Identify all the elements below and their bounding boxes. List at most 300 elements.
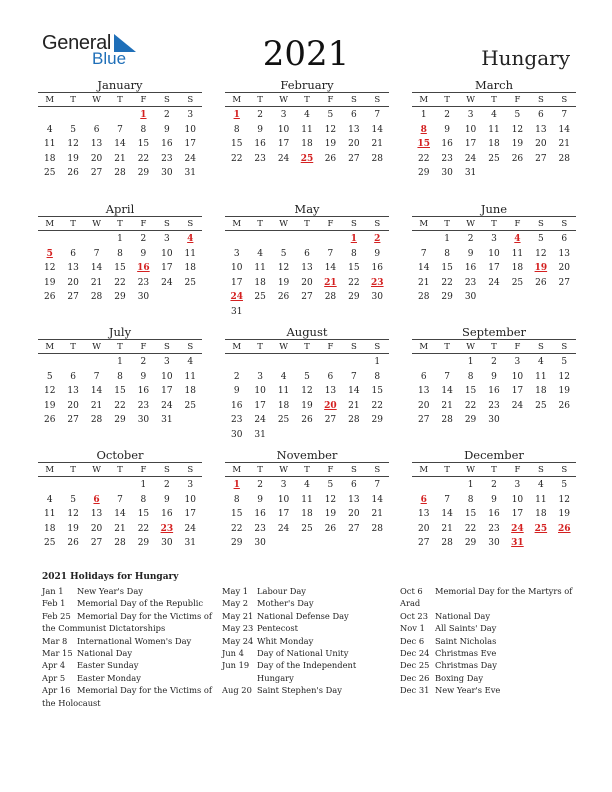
day-cell: 30 (137, 415, 150, 425)
empty-day-cell (435, 478, 458, 493)
holiday-date: Dec 31 (400, 685, 430, 696)
weekday-label: W (466, 94, 475, 105)
logo-text-blue: Blue (92, 49, 127, 68)
empty-day-cell (85, 108, 108, 123)
holiday-item (222, 585, 394, 597)
day-cell: 21 (417, 277, 430, 288)
weekday-label: T (444, 341, 450, 352)
day-cell: 11 (488, 124, 500, 135)
weekday-label: S (187, 94, 194, 105)
empty-day-cell (38, 355, 61, 370)
day-cell: 16 (488, 509, 500, 519)
day-cell: 14 (558, 124, 570, 135)
day-grid (225, 108, 389, 166)
day-cell: 10 (488, 248, 500, 259)
day-cell: 22 (230, 153, 243, 164)
day-cell: 4 (257, 248, 263, 259)
day-cell: 5 (46, 371, 53, 382)
day-cell: 25 (488, 153, 500, 164)
day-cell: 9 (444, 124, 450, 135)
day-cell: 22 (371, 400, 383, 411)
day-cell: 4 (304, 110, 310, 120)
day-cell: 19 (301, 400, 313, 411)
holiday-name: New Year's Day (77, 586, 143, 596)
weekday-header (38, 92, 202, 107)
day-cell: 12 (558, 494, 570, 505)
day-cell: 20 (348, 509, 360, 519)
weekday-header (38, 339, 202, 354)
month-october (38, 448, 202, 551)
day-cell: 26 (277, 292, 290, 302)
day-cell: 20 (90, 153, 103, 164)
day-grid (38, 232, 202, 305)
day-cell: 30 (371, 292, 383, 302)
day-cell: 17 (488, 263, 500, 273)
day-cell: 30 (254, 538, 266, 548)
month-july (38, 325, 202, 428)
day-cell: 21 (558, 139, 570, 149)
weekday-label: M (232, 464, 242, 475)
weekday-label: S (187, 218, 194, 229)
day-cell: 1 (467, 357, 474, 367)
day-cell: 2 (140, 357, 147, 367)
day-cell: 8 (233, 124, 240, 135)
day-cell: 25 (184, 400, 196, 411)
holiday-date: Apr 5 (42, 672, 66, 683)
holiday-item (42, 597, 214, 609)
day-cell: 17 (184, 509, 196, 519)
day-cell: 24 (161, 277, 173, 288)
month-name: May (294, 202, 320, 216)
holiday-name: New Year's Eve (435, 685, 501, 696)
day-cell: 14 (90, 263, 103, 273)
day-cell: 19 (558, 509, 570, 519)
weekday-label: T (257, 218, 263, 229)
day-cell: 26 (558, 400, 570, 411)
weekday-label: F (140, 464, 147, 475)
day-cell: 3 (163, 234, 170, 244)
day-cell: 26 (67, 168, 79, 178)
weekday-header (38, 462, 202, 477)
day-cell: 30 (137, 292, 150, 302)
day-cell: 26 (301, 415, 313, 425)
day-cell: 23 (230, 415, 243, 425)
day-cell: 17 (161, 263, 173, 273)
day-cell: 3 (514, 480, 521, 490)
day-cell: 29 (137, 538, 150, 548)
day-cell: 10 (230, 263, 243, 273)
day-grid (412, 355, 576, 428)
day-cell: 4 (187, 357, 194, 367)
day-cell: 16 (441, 139, 453, 149)
weekday-label: S (163, 464, 170, 475)
day-cell: 4 (491, 110, 497, 120)
day-cell: 11 (43, 139, 56, 149)
day-cell: 22 (464, 523, 477, 534)
month-april (38, 202, 202, 305)
day-cell: 23 (464, 277, 477, 288)
day-cell: 5 (280, 248, 287, 259)
month-march (412, 78, 576, 181)
weekday-label: M (45, 464, 55, 475)
holiday-date: Oct 23 (400, 610, 428, 621)
day-cell: 24 (254, 415, 266, 425)
weekday-label: W (92, 464, 101, 475)
day-cell: 18 (184, 263, 196, 273)
holiday-name: Easter Sunday (77, 660, 139, 671)
day-cell: 6 (327, 371, 334, 382)
day-cell: 7 (327, 248, 334, 259)
holiday-item (42, 635, 214, 647)
day-cell: 11 (277, 386, 290, 396)
day-cell: 6 (561, 234, 568, 244)
day-cell: 4 (46, 124, 53, 135)
empty-day-cell (295, 355, 318, 370)
weekday-label: T (304, 341, 310, 352)
day-cell: 20 (90, 523, 103, 534)
day-cell: 1 (117, 357, 123, 367)
empty-day-cell (61, 232, 84, 247)
holiday-date: May 24 (222, 635, 254, 646)
weekday-header (225, 339, 389, 354)
day-cell: 6 (70, 371, 76, 382)
day-cell: 6 (350, 480, 357, 490)
day-cell: 7 (420, 248, 427, 259)
day-cell: 26 (324, 153, 337, 164)
weekday-label: S (187, 341, 194, 352)
day-cell: 21 (90, 400, 103, 411)
empty-day-cell (38, 108, 61, 123)
holiday-day-cell: 25 (534, 523, 548, 534)
day-cell: 23 (254, 523, 266, 534)
day-cell: 27 (348, 523, 360, 534)
holiday-name: Christmas Eve (435, 648, 497, 659)
day-cell: 27 (417, 538, 430, 548)
empty-day-cell (319, 232, 342, 247)
holiday-date: Apr 16 (42, 685, 71, 696)
day-cell: 12 (67, 139, 79, 149)
month-name: January (97, 78, 143, 92)
holiday-item (222, 647, 394, 659)
day-cell: 16 (371, 263, 383, 273)
day-cell: 29 (137, 168, 150, 178)
weekday-label: S (350, 218, 357, 229)
day-cell: 12 (301, 386, 313, 396)
day-cell: 2 (467, 234, 474, 244)
holiday-name: National Day (77, 648, 133, 659)
day-cell: 15 (371, 386, 383, 396)
day-cell: 10 (511, 371, 524, 382)
day-grid (38, 478, 202, 551)
day-cell: 13 (417, 509, 430, 519)
day-cell: 20 (417, 523, 430, 534)
holiday-name: International Women's Day (77, 635, 192, 646)
day-cell: 29 (441, 292, 453, 302)
day-cell: 7 (93, 371, 100, 382)
day-cell: 7 (117, 494, 123, 505)
day-cell: 7 (374, 110, 381, 120)
day-cell: 23 (137, 400, 150, 411)
day-cell: 16 (230, 400, 243, 411)
month-june (412, 202, 576, 305)
day-cell: 20 (67, 277, 79, 288)
weekday-label: W (466, 341, 475, 352)
day-cell: 14 (90, 386, 103, 396)
weekday-label: T (257, 464, 263, 475)
day-cell: 27 (535, 153, 547, 164)
day-cell: 27 (90, 168, 103, 178)
day-cell: 18 (277, 400, 290, 411)
day-cell: 12 (324, 124, 337, 135)
day-cell: 1 (117, 234, 123, 244)
day-cell: 13 (67, 386, 79, 396)
holiday-name: Easter Monday (77, 672, 141, 683)
day-cell: 14 (417, 263, 430, 273)
day-cell: 3 (163, 357, 170, 367)
day-cell: 19 (43, 277, 56, 288)
weekday-label: F (327, 94, 334, 105)
holiday-item (42, 610, 214, 635)
day-cell: 12 (43, 263, 56, 273)
day-cell: 15 (137, 509, 150, 519)
holiday-day-cell: 15 (417, 139, 430, 149)
day-cell: 26 (43, 292, 56, 302)
holiday-name: Whit Monday (257, 635, 314, 646)
day-cell: 19 (324, 139, 337, 149)
weekday-label: S (374, 94, 381, 105)
day-cell: 11 (535, 371, 547, 382)
day-cell: 27 (67, 415, 79, 425)
day-cell: 9 (491, 494, 497, 505)
calendar-year: 2021 (262, 34, 350, 74)
day-cell: 30 (230, 429, 243, 440)
holiday-date: Dec 6 (400, 635, 425, 646)
day-cell: 9 (163, 124, 170, 135)
day-cell: 4 (280, 371, 287, 382)
day-cell: 8 (467, 371, 474, 382)
day-cell: 18 (301, 139, 313, 149)
day-cell: 7 (350, 371, 357, 382)
holiday-item (400, 585, 580, 610)
holiday-name: Memorial Day of the Republic (77, 598, 204, 609)
weekday-label: M (45, 94, 55, 105)
day-cell: 1 (420, 110, 427, 120)
month-november (225, 448, 389, 551)
weekday-label: M (45, 218, 55, 229)
holiday-date: Mar 15 (42, 648, 73, 659)
empty-day-cell (342, 355, 365, 370)
month-name: August (286, 325, 328, 339)
day-cell: 29 (230, 538, 243, 548)
day-cell: 3 (280, 480, 287, 490)
empty-day-cell (225, 232, 248, 247)
day-cell: 19 (67, 153, 79, 164)
day-cell: 28 (324, 292, 337, 302)
weekday-label: T (491, 94, 497, 105)
day-grid (38, 108, 202, 181)
day-cell: 5 (70, 494, 76, 505)
month-name: November (276, 448, 338, 462)
day-cell: 11 (43, 509, 56, 519)
day-cell: 9 (257, 494, 263, 505)
weekday-label: F (140, 341, 147, 352)
holiday-item (42, 672, 214, 684)
day-cell: 9 (233, 386, 240, 396)
day-cell: 21 (90, 277, 103, 288)
day-cell: 1 (374, 357, 381, 367)
day-cell: 6 (420, 371, 427, 382)
day-cell: 8 (117, 371, 123, 382)
weekday-label: W (279, 218, 288, 229)
day-cell: 21 (371, 509, 383, 519)
day-cell: 30 (488, 538, 500, 548)
day-cell: 22 (464, 400, 477, 411)
holiday-date: Apr 4 (42, 660, 66, 671)
holiday-name: All Saints' Day (435, 623, 497, 634)
day-cell: 28 (90, 292, 103, 302)
day-cell: 12 (535, 248, 547, 259)
weekday-label: T (70, 94, 76, 105)
weekday-header (412, 462, 576, 477)
day-cell: 28 (441, 415, 453, 425)
day-cell: 13 (90, 509, 103, 519)
holiday-name: Labour Day (257, 586, 306, 596)
holiday-item (222, 684, 394, 696)
month-january (38, 78, 202, 181)
day-cell: 25 (535, 400, 547, 411)
weekday-label: T (257, 94, 263, 105)
holiday-date: May 2 (222, 598, 249, 609)
holiday-day-cell: 16 (137, 263, 150, 273)
day-cell: 5 (70, 124, 76, 135)
empty-day-cell (319, 355, 342, 370)
day-cell: 7 (561, 110, 568, 120)
day-cell: 21 (114, 523, 126, 534)
holiday-name: Day of the Independent Hungary (257, 660, 357, 683)
day-cell: 10 (184, 494, 196, 505)
holiday-item (222, 622, 394, 634)
weekday-label: T (444, 464, 450, 475)
day-cell: 5 (304, 371, 310, 382)
weekday-label: S (561, 464, 568, 475)
empty-day-cell (38, 478, 61, 493)
holiday-date: May 1 (222, 586, 249, 596)
day-cell: 3 (187, 110, 194, 120)
day-cell: 28 (90, 415, 103, 425)
empty-day-cell (108, 478, 131, 493)
day-cell: 22 (137, 153, 150, 164)
day-cell: 12 (67, 509, 79, 519)
weekday-label: T (70, 341, 76, 352)
day-cell: 29 (464, 538, 477, 548)
day-cell: 3 (491, 234, 497, 244)
day-cell: 30 (161, 168, 173, 178)
weekday-label: T (70, 464, 76, 475)
day-cell: 17 (230, 277, 243, 288)
empty-day-cell (248, 355, 271, 370)
weekday-label: W (279, 464, 288, 475)
day-cell: 15 (137, 139, 150, 149)
day-cell: 27 (348, 153, 360, 164)
day-cell: 2 (491, 357, 497, 367)
day-cell: 27 (67, 292, 79, 302)
weekday-label: T (304, 464, 310, 475)
day-cell: 18 (535, 509, 547, 519)
weekday-label: S (537, 341, 544, 352)
country-name: Hungary (481, 46, 570, 70)
day-cell: 4 (46, 494, 53, 505)
weekday-label: T (444, 218, 450, 229)
day-cell: 15 (230, 139, 243, 149)
holiday-name: Day of National Unity (257, 648, 349, 659)
day-cell: 31 (254, 429, 266, 440)
day-cell: 14 (441, 386, 453, 396)
day-cell: 13 (90, 139, 103, 149)
day-cell: 28 (417, 292, 430, 302)
empty-day-cell (412, 355, 435, 370)
holiday-day-cell: 1 (233, 110, 240, 120)
day-cell: 22 (441, 277, 453, 288)
empty-day-cell (272, 232, 295, 247)
day-cell: 22 (114, 277, 126, 288)
holiday-name: Mother's Day (257, 598, 314, 609)
weekday-label: T (117, 218, 123, 229)
holiday-item (42, 647, 214, 659)
empty-day-cell (85, 355, 108, 370)
day-cell: 21 (348, 400, 360, 411)
day-cell: 8 (374, 371, 381, 382)
day-cell: 16 (137, 386, 150, 396)
day-cell: 11 (301, 494, 313, 505)
holiday-column (400, 585, 580, 697)
day-cell: 16 (464, 263, 477, 273)
day-cell: 10 (511, 494, 524, 505)
weekday-label: T (491, 464, 497, 475)
day-cell: 30 (161, 538, 173, 548)
month-may (225, 202, 389, 319)
empty-day-cell (295, 232, 318, 247)
holiday-item (222, 635, 394, 647)
day-cell: 29 (348, 292, 360, 302)
day-cell: 19 (67, 523, 79, 534)
day-cell: 27 (417, 415, 430, 425)
day-cell: 11 (184, 248, 196, 259)
day-cell: 20 (535, 139, 547, 149)
holiday-item (400, 635, 580, 647)
holiday-day-cell: 4 (187, 234, 194, 244)
day-cell: 21 (441, 400, 453, 411)
weekday-label: F (327, 464, 334, 475)
holiday-item (400, 610, 580, 622)
weekday-label: T (304, 218, 310, 229)
day-cell: 20 (417, 400, 430, 411)
holiday-day-cell: 24 (511, 523, 524, 534)
day-cell: 28 (558, 153, 570, 164)
day-cell: 12 (277, 263, 290, 273)
day-grid (38, 355, 202, 428)
weekday-label: T (117, 94, 123, 105)
day-cell: 10 (161, 248, 173, 259)
day-cell: 4 (304, 480, 310, 490)
holiday-day-cell: 23 (160, 523, 174, 534)
weekday-label: S (350, 464, 357, 475)
day-cell: 7 (444, 371, 450, 382)
day-cell: 28 (441, 538, 453, 548)
day-cell: 2 (163, 110, 170, 120)
day-cell: 22 (137, 523, 150, 534)
day-cell: 27 (301, 292, 313, 302)
day-cell: 15 (441, 263, 453, 273)
